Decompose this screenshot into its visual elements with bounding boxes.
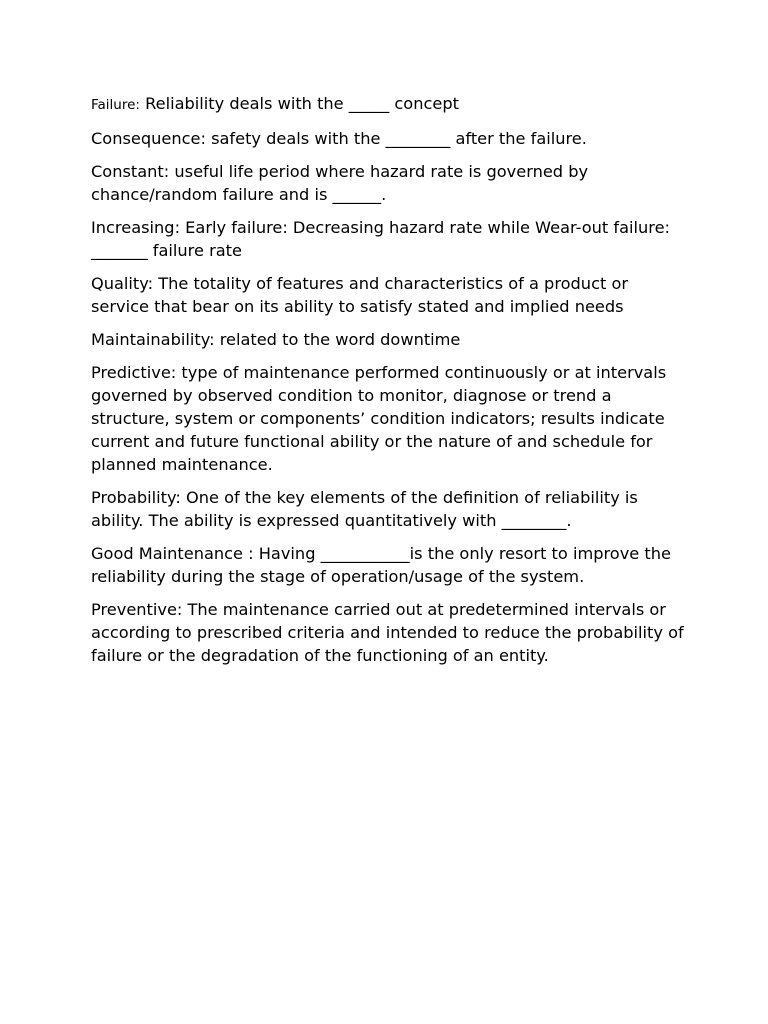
paragraph-increasing: Increasing: Early failure: Decreasing hazard rate while Wear-out failure: _______ failure rate: [91, 218, 670, 260]
paragraph-text: Reliability deals with the _____ concept: [139, 94, 459, 113]
paragraph-constant: Constant: useful life period where hazard rate is governed by chance/random failure and is ______.: [91, 162, 589, 204]
paragraph-probability: Probability: One of the key elements of the definition of reliability is ability. The ability is expressed quantitatively with ________.: [91, 488, 638, 530]
paragraph-failure: [91, 92, 684, 117]
paragraph-predictive: Predictive: type of maintenance performed continuously or at intervals governed by observed condition to monitor, diagnose or trend a structure, system or components’ condition indicators; results indicate current and future functional ability or the nature of and schedule for planned maintenance.: [91, 363, 667, 474]
paragraph-good-maintenance: Good Maintenance : Having ___________is the only resort to improve the reliability during the stage of operation/usage of the system.: [91, 544, 671, 586]
paragraph-consequence: Consequence: safety deals with the ________ after the failure.: [91, 129, 587, 148]
paragraph-preventive: Preventive: The maintenance carried out at predetermined intervals or according to prescribed criteria and intended to reduce the probability of failure or the degradation of the functioning of an entity.: [91, 600, 684, 665]
term-failure: Failure:: [91, 97, 140, 113]
paragraph-maintainability: Maintainability: related to the word downtime: [91, 330, 461, 349]
paragraph-quality: Quality: The totality of features and characteristics of a product or service that bear on its ability to satisfy stated and implied needs: [91, 274, 629, 316]
